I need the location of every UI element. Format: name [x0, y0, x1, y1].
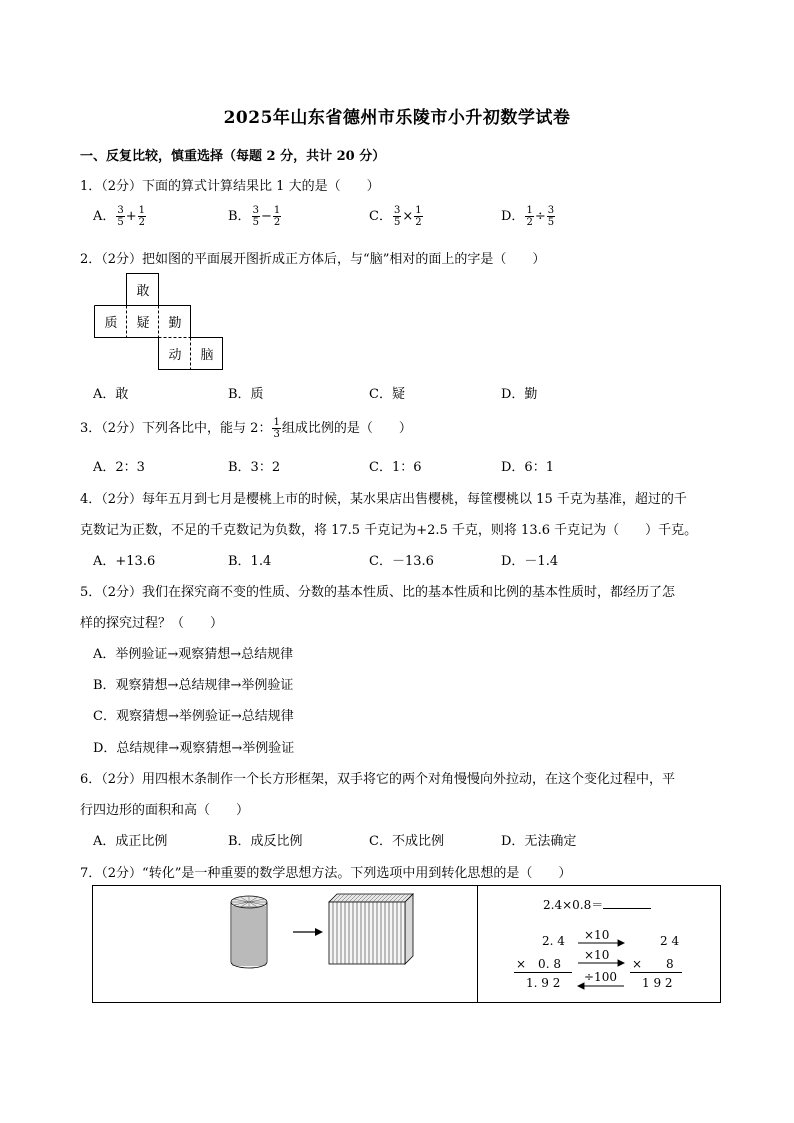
question-4-line-2: 克数记为正数，不足的千克数记为负数，将 17.5 千克记为+2.5 千克，则将 13.6 千克记为（ ）千克。	[80, 523, 698, 538]
operator: −	[260, 209, 272, 224]
question-3-option-d[interactable]: D．6：1	[501, 460, 554, 475]
fraction-denominator: 2	[273, 217, 281, 228]
question-3-stem-post: 组成比例的是（ ）	[281, 421, 412, 436]
calc-arrow-label-3: ÷100	[584, 970, 617, 984]
fraction-numerator: 1	[273, 205, 281, 216]
question-1-option-d[interactable]	[501, 205, 556, 228]
fraction-denominator: 5	[252, 217, 259, 228]
question-1-option-b[interactable]	[228, 205, 282, 228]
fraction-denominator: 5	[117, 217, 124, 228]
calc-right-top: 2 4	[660, 934, 680, 948]
option-label: B．	[228, 209, 251, 224]
calc-left-rule	[514, 972, 572, 973]
calc-right-result: 1 9 2	[642, 976, 673, 990]
question-5-line-2: 样的探究过程？（ ）	[80, 616, 224, 631]
fraction-denominator: 2	[138, 217, 146, 228]
fraction-b	[414, 205, 422, 228]
calc-header	[543, 896, 651, 913]
question-4-option-b[interactable]: B．1.4	[228, 554, 272, 569]
question-3-stem	[80, 417, 412, 440]
question-3-fraction	[272, 417, 280, 440]
question-6-line-2: 行四边形的面积和高（ ）	[80, 803, 250, 818]
fraction-denominator: 2	[526, 217, 533, 228]
question-7-stem: 7．（2分）“转化”是一种重要的数学思想方法。下列选项中用到转化思想的是（ ）	[80, 866, 572, 881]
fraction-denominator: 5	[393, 217, 401, 228]
fraction-numerator: 3	[547, 205, 555, 216]
question-4-option-c[interactable]: C．－13.6	[369, 554, 434, 569]
question-1-stem: 1．（2分）下面的算式计算结果比 1 大的是（ ）	[80, 179, 380, 194]
fraction-numerator: 1	[138, 205, 146, 216]
fraction-denominator: 3	[273, 429, 280, 440]
fraction-a	[525, 205, 533, 228]
operator: +	[125, 209, 137, 224]
fraction-denominator: 5	[547, 217, 555, 228]
option-figure-decimal-multiplication[interactable]	[477, 885, 721, 1003]
question-4-line-1: 4．（2分）每年五月到七月是樱桃上市的时候，某水果店出售樱桃，每筐樱桃以 15 千克为基准，超过的千	[80, 492, 687, 507]
calc-left-mid: × 0. 8	[516, 957, 561, 971]
calc-right-rule	[630, 972, 682, 973]
question-3-option-a[interactable]: A．2：3	[93, 460, 145, 475]
answer-blank	[603, 898, 651, 909]
fraction-b	[273, 205, 281, 228]
calc-header-text: 2.4×0.8＝	[543, 898, 604, 912]
fraction-a	[393, 205, 401, 228]
net-face-zhi: 质	[104, 315, 118, 331]
question-6-option-c[interactable]: C．不成比例	[369, 834, 444, 849]
question-2-option-b[interactable]: B．质	[228, 387, 264, 402]
question-4-option-d[interactable]: D．－1.4	[501, 554, 559, 569]
question-2-stem: 2．（2分）把如图的平面展开图折成正方体后，与“脑”相对的面上的字是（ ）	[80, 252, 546, 267]
calc-left-result: 1. 9 2	[526, 976, 561, 990]
calc-arrow-label-1: ×10	[584, 928, 610, 942]
operator: ×	[402, 209, 414, 224]
question-5-option-d[interactable]: D．总结规律→观察猜想→举例验证	[93, 741, 295, 756]
fraction-numerator: 3	[393, 205, 401, 216]
section-heading: 一、反复比较，慎重选择（每题 2 分，共计 20 分）	[80, 149, 386, 164]
net-face-yi: 疑	[136, 315, 150, 331]
fraction-a	[116, 205, 124, 228]
net-face-nao: 脑	[200, 347, 214, 363]
fraction-denominator: 2	[415, 217, 422, 228]
question-5-option-c[interactable]: C．观察猜想→举例验证→总结规律	[93, 709, 294, 724]
net-face-qin: 勤	[168, 315, 182, 331]
fraction-a	[252, 205, 260, 228]
question-5-option-a[interactable]: A．举例验证→观察猜想→总结规律	[93, 647, 294, 662]
option-label: C．	[369, 209, 392, 224]
fraction-numerator: 3	[117, 205, 124, 216]
question-5-line-1: 5．（2分）我们在探究商不变的性质、分数的基本性质、比的基本性质和比例的基本性质时，都经历了怎	[80, 585, 676, 600]
question-5-option-b[interactable]: B．观察猜想→总结规律→举例验证	[93, 678, 294, 693]
question-2-option-a[interactable]: A．敢	[93, 387, 129, 402]
calc-left-top: 2. 4	[542, 934, 565, 948]
calc-right-mid: × 8	[632, 957, 674, 971]
question-1-option-c[interactable]	[369, 205, 424, 228]
option-label: D．	[501, 209, 525, 224]
calc-arrow-label-2: ×10	[584, 948, 610, 962]
fraction-numerator: 3	[252, 205, 259, 216]
fraction-numerator: 1	[415, 205, 422, 216]
cylinder-cuboid-illustration	[93, 886, 477, 1002]
question-6-line-1: 6．（2分）用四根木条制作一个长方形框架，双手将它的两个对角慢慢向外拉动，在这个变化过程中，平	[80, 772, 676, 787]
net-face-gan: 敢	[136, 283, 150, 299]
question-4-option-a[interactable]: A．+13.6	[93, 554, 156, 569]
question-3-option-c[interactable]: C．1：6	[369, 460, 422, 475]
fraction-numerator: 1	[273, 417, 280, 428]
question-2-option-c[interactable]: C．疑	[369, 387, 405, 402]
calc-arrows	[572, 936, 632, 992]
question-3-stem-pre: 3．（2分）下列各比中，能与 2：	[80, 421, 272, 436]
operator: ÷	[534, 209, 546, 224]
question-6-option-b[interactable]: B．成反比例	[228, 834, 303, 849]
question-3-option-b[interactable]: B．3：2	[228, 460, 281, 475]
net-face-dong: 动	[168, 347, 182, 363]
fraction-numerator: 1	[526, 205, 533, 216]
question-6-option-d[interactable]: D．无法确定	[501, 834, 577, 849]
question-1-option-a[interactable]	[93, 205, 147, 228]
option-figure-cylinder-to-cuboid[interactable]	[92, 885, 478, 1003]
fraction-b	[547, 205, 555, 228]
question-6-option-a[interactable]: A．成正比例	[93, 834, 168, 849]
page-title: 2025年山东省德州市乐陵市小升初数学试卷	[223, 108, 571, 128]
option-label: A．	[93, 209, 116, 224]
question-2-option-d[interactable]: D．勤	[501, 387, 538, 402]
fraction-b	[138, 205, 146, 228]
